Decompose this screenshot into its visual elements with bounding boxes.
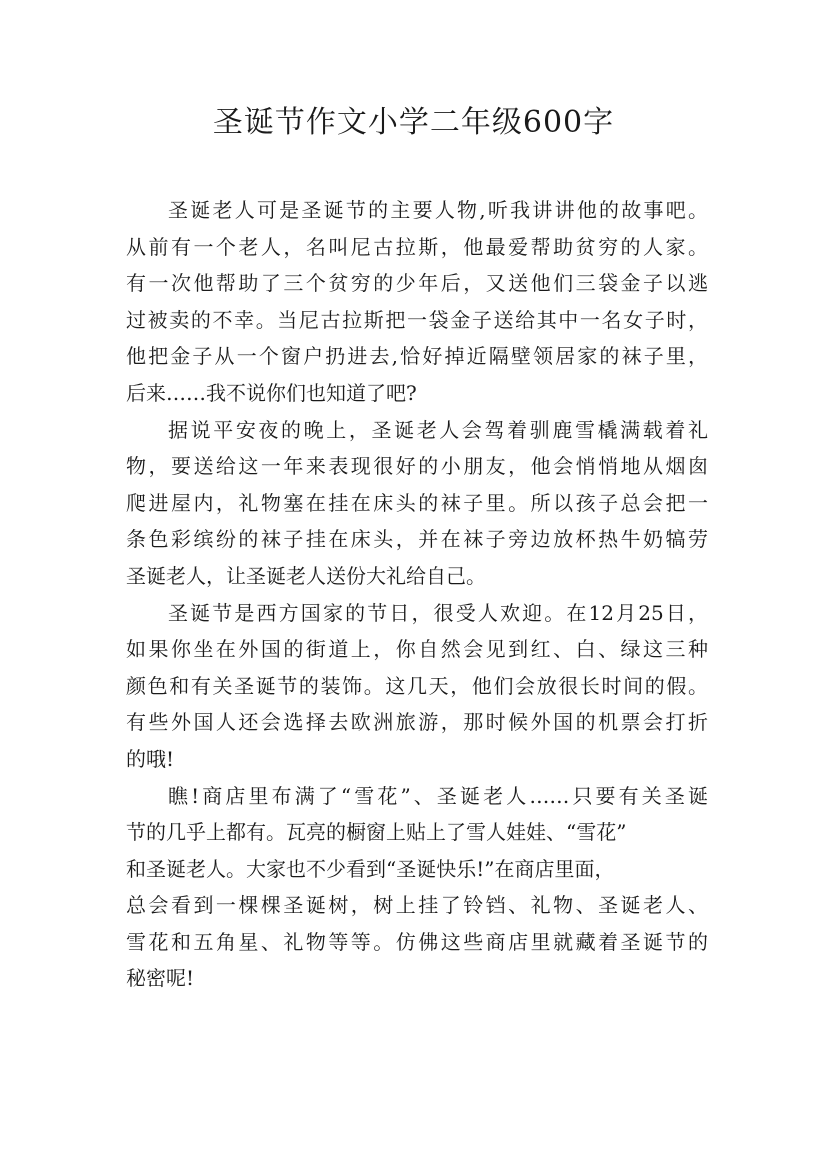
paragraph-1 xyxy=(126,192,708,412)
text-line: 瞧!商店里布满了“雪花”、圣诞老人……只要有关圣诞 xyxy=(168,783,708,808)
text-line: 据说平安夜的晚上，圣诞老人会驾着驯鹿雪橇满载着礼 xyxy=(168,417,708,442)
document-title: 圣诞节作文小学二年级600字 xyxy=(212,105,615,140)
paragraph-3 xyxy=(126,595,708,778)
text-line: 有些外国人还会选择去欧洲旅游，那时候外国的机票会打折 xyxy=(126,710,708,735)
text-line: 如果你坐在外国的街道上，你自然会见到红、白、绿这三种 xyxy=(126,637,708,662)
text-line: 从前有一个老人，名叫尼古拉斯，他最爱帮助贫穷的人家。 xyxy=(126,234,708,259)
text-line: 过被卖的不幸。当尼古拉斯把一袋金子送给其中一名女子时， xyxy=(126,307,708,332)
text-line: 颜色和有关圣诞节的装饰。这几天，他们会放很长时间的假。 xyxy=(126,673,708,698)
text-line: 总会看到一棵棵圣诞树，树上挂了铃铛、礼物、圣诞老人、 xyxy=(126,893,708,918)
text-line: 节的几乎上都有。瓦亮的橱窗上贴上了雪人娃娃、“雪花” xyxy=(126,820,627,845)
text-line: 条色彩缤纷的袜子挂在床头，并在袜子旁边放杯热牛奶犒劳 xyxy=(126,527,708,552)
text-line: 他把金子从一个窗户扔进去,恰好掉近隔壁领居家的袜子里， xyxy=(126,344,708,369)
text-line: 爬进屋内，礼物塞在挂在床头的袜子里。所以孩子总会把一 xyxy=(126,490,708,515)
paragraph-2 xyxy=(126,412,708,595)
text-line: 有一次他帮助了三个贫穷的少年后，又送他们三袋金子以逃 xyxy=(126,271,708,296)
text-line: 圣诞老人可是圣诞节的主要人物,听我讲讲他的故事吧。 xyxy=(168,198,708,222)
text-line: 物，要送给这一年来表现很好的小朋友，他会悄悄地从烟囱 xyxy=(126,454,708,479)
text-line: 圣诞老人，让圣诞老人送份大礼给自己。 xyxy=(126,563,486,588)
text-line: 后来……我不说你们也知道了吧? xyxy=(126,380,417,405)
text-line: 圣诞节是西方国家的节日，很受人欢迎。在12月25日， xyxy=(168,600,708,625)
text-line: 的哦! xyxy=(126,746,175,771)
paragraph-4 xyxy=(126,778,708,998)
text-line: 和圣诞老人。大家也不少看到“圣诞快乐!”在商店里面， xyxy=(126,856,615,881)
document-body xyxy=(126,192,708,997)
text-line: 秘密呢! xyxy=(126,966,195,991)
text-line: 雪花和五角星、礼物等等。仿佛这些商店里就藏着圣诞节的 xyxy=(126,929,708,954)
